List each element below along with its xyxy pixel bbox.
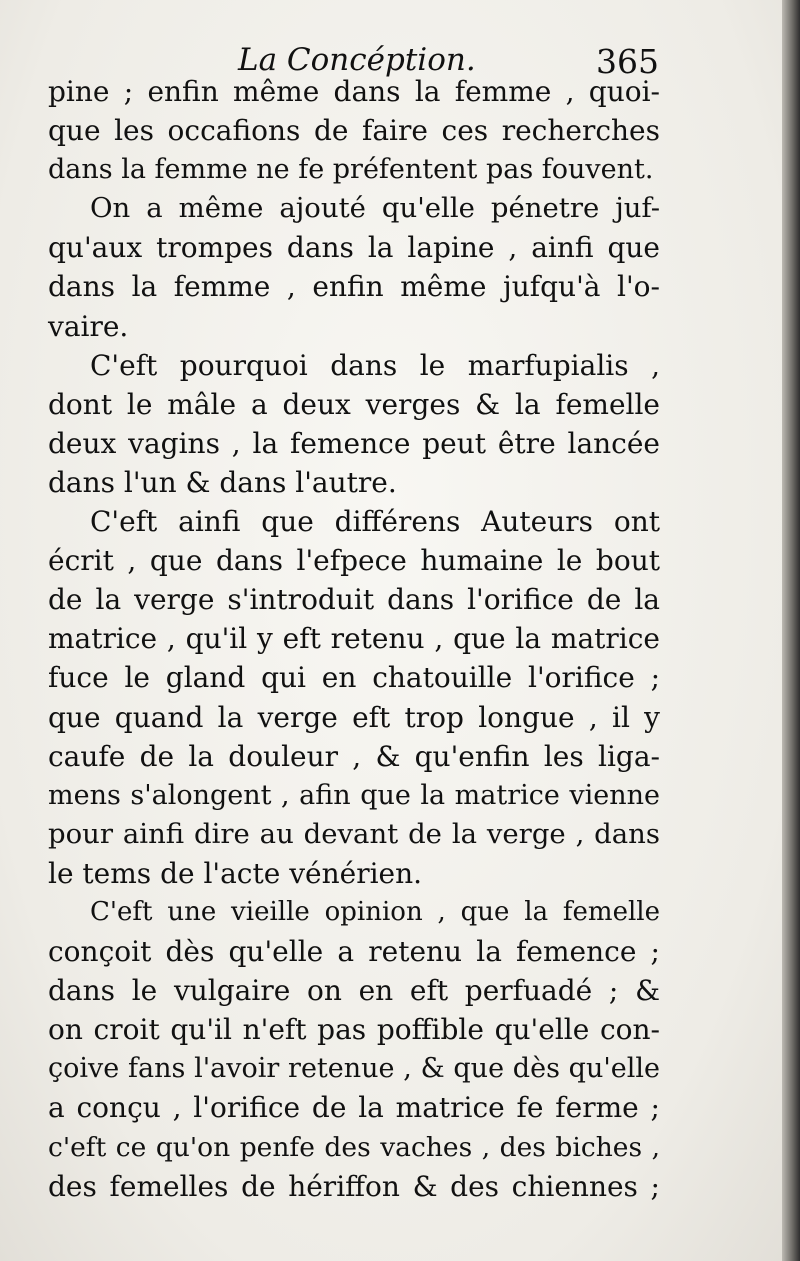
text-line: C'eft pourquoi dans le marfupialis , [90,348,660,382]
text-line: deux vagins , la femence peut être lancée [48,426,660,460]
text-line: dans le vulgaire on en eft perfuadé ; & [48,974,660,1008]
text-line: C'eft ainfi que différens Auteurs ont [90,505,660,539]
text-line: que quand la verge eft trop longue , il y [48,700,660,734]
text-line: dans la femme , enfin même jufqu'à l'o- [48,270,660,304]
text-line: écrit , que dans l'efpece humaine le bout [48,544,660,578]
text-line: caufe de la douleur , & qu'enfin les liga- [48,739,660,773]
text-line: qu'aux trompes dans la lapine , ainfi que [48,231,660,265]
text-line: matrice , qu'il y eft retenu , que la matrice [48,622,660,656]
text-line: a conçu , l'orifice de la matrice fe ferme ; [48,1091,660,1125]
text-line: que les occafions de faire ces recherches [48,114,660,148]
text-line: conçoit dès qu'elle a retenu la femence ; [48,935,660,969]
text-line: dont le mâle a deux verges & la femelle [48,387,660,421]
running-title: La Concéption. [238,42,476,78]
body-text [48,72,660,1206]
text-line: c'eft ce qu'on penfe des vaches , des biches , [48,1131,660,1163]
text-line: vaire. [48,309,129,343]
text-line: pour ainfi dire au devant de la verge , dans [48,817,660,850]
text-line: le tems de l'acte vénérien. [48,856,423,890]
text-line: çoive fans l'avoir retenue , & que dès qu'elle [48,1053,660,1085]
text-line: dans la femme ne fe préfentent pas fouvent. [48,154,654,186]
text-line: On a même ajouté qu'elle pénetre juf- [90,192,660,225]
page-number: 365 [596,42,659,81]
text-line: de la verge s'introduit dans l'orifice de la [48,583,660,617]
book-gutter [782,0,800,1261]
text-line: on croit qu'il n'eft pas poffible qu'elle con- [48,1013,660,1047]
text-line: C'eft une vieille opinion , que la femelle [90,896,660,927]
text-line: mens s'alongent , afin que la matrice vienne [48,779,660,811]
text-line: fuce le gland qui en chatouille l'orifice ; [48,661,660,695]
text-line: des femelles de hériffon & des chiennes ; [48,1169,660,1203]
text-line: dans l'un & dans l'autre. [48,465,397,499]
text-line: pine ; enfin même dans la femme , quoi- [48,75,660,108]
